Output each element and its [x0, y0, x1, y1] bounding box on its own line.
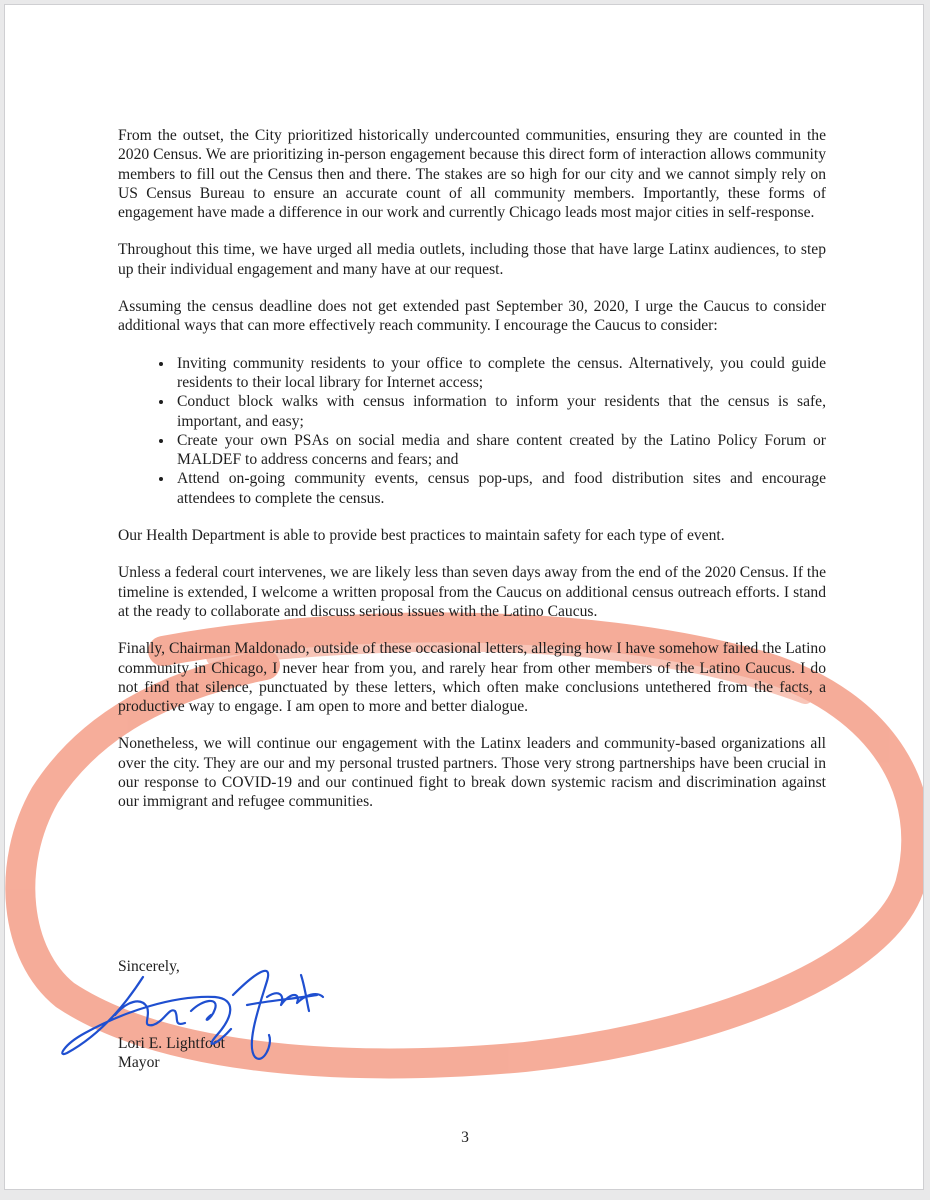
recommendations-list [118, 354, 826, 508]
list-item: • Create your own PSAs on social media and share content created by the Latino Policy Forum or MALDEF to address concerns and fears; and [174, 431, 826, 470]
paragraph-chairman-maldonado: Finally, Chairman Maldonado, outside of these occasional letters, alleging how I have somehow failed the Latino community in Chicago, I never hear from you, and rarely hear from other members of the Latino Caucus. I do not find that silence, punctuated by these letters, which often make conclusions untethered from the facts, a productive way to engage. I am open to more and better dialogue. [118, 640, 826, 716]
page-number: 3 [461, 1129, 469, 1146]
signer-name: Lori E. Lightfoot [118, 1035, 225, 1052]
paragraph-1: From the outset, the City prioritized historically undercounted communities, ensuring they are counted in the 2020 Census. We are prioritizing in-person engagement because this direct form of interaction allows community members to fill out the Census then and there. The stakes are so high for our city and we cannot simply rely on US Census Bureau to ensure an accurate count of all community members. Importantly, these forms of engagement have made a difference in our work and currently Chicago leads most major cities in self-response. [118, 127, 826, 222]
list-item: • Inviting community residents to your office to complete the census. Alternatively, you could guide residents to their local library for Internet access; [174, 354, 826, 393]
paragraph-3: Assuming the census deadline does not get extended past September 30, 2020, I urge the Caucus to consider additional ways that can more effectively reach community. I encourage the Caucus to consider: [118, 298, 826, 335]
list-item: • Conduct block walks with census information to inform your residents that the census is safe, important, and easy; [174, 392, 826, 431]
letter-body [118, 126, 826, 830]
paragraph-health-department: Our Health Department is able to provide best practices to maintain safety for each type of event. [118, 527, 725, 545]
paragraph-continued-engagement: Nonetheless, we will continue our engagement with the Latinx leaders and community-based organizations all over the city. They are our and my personal trusted partners. Those very strong partnerships have been crucial in our response to COVID-19 and our continued fight to break down systemic racism and discrimination against our immigrant and refugee communities. [118, 735, 826, 811]
signer-title: Mayor [118, 1054, 160, 1071]
document-page [4, 4, 924, 1190]
list-item: • Attend on-going community events, census pop-ups, and food distribution sites and encourage attendees to complete the census. [174, 469, 826, 508]
paragraph-court-timeline: Unless a federal court intervenes, we are likely less than seven days away from the end of the 2020 Census. If the timeline is extended, I welcome a written proposal from the Caucus on additional census outreach efforts. I stand at the ready to collaborate and discuss serious issues with the Latino Caucus. [118, 564, 826, 620]
closing-salutation: Sincerely, [118, 958, 180, 975]
paragraph-2: Throughout this time, we have urged all media outlets, including those that have large Latinx audiences, to step up their individual engagement and many have at our request. [118, 241, 826, 278]
signature-block [118, 957, 225, 1072]
